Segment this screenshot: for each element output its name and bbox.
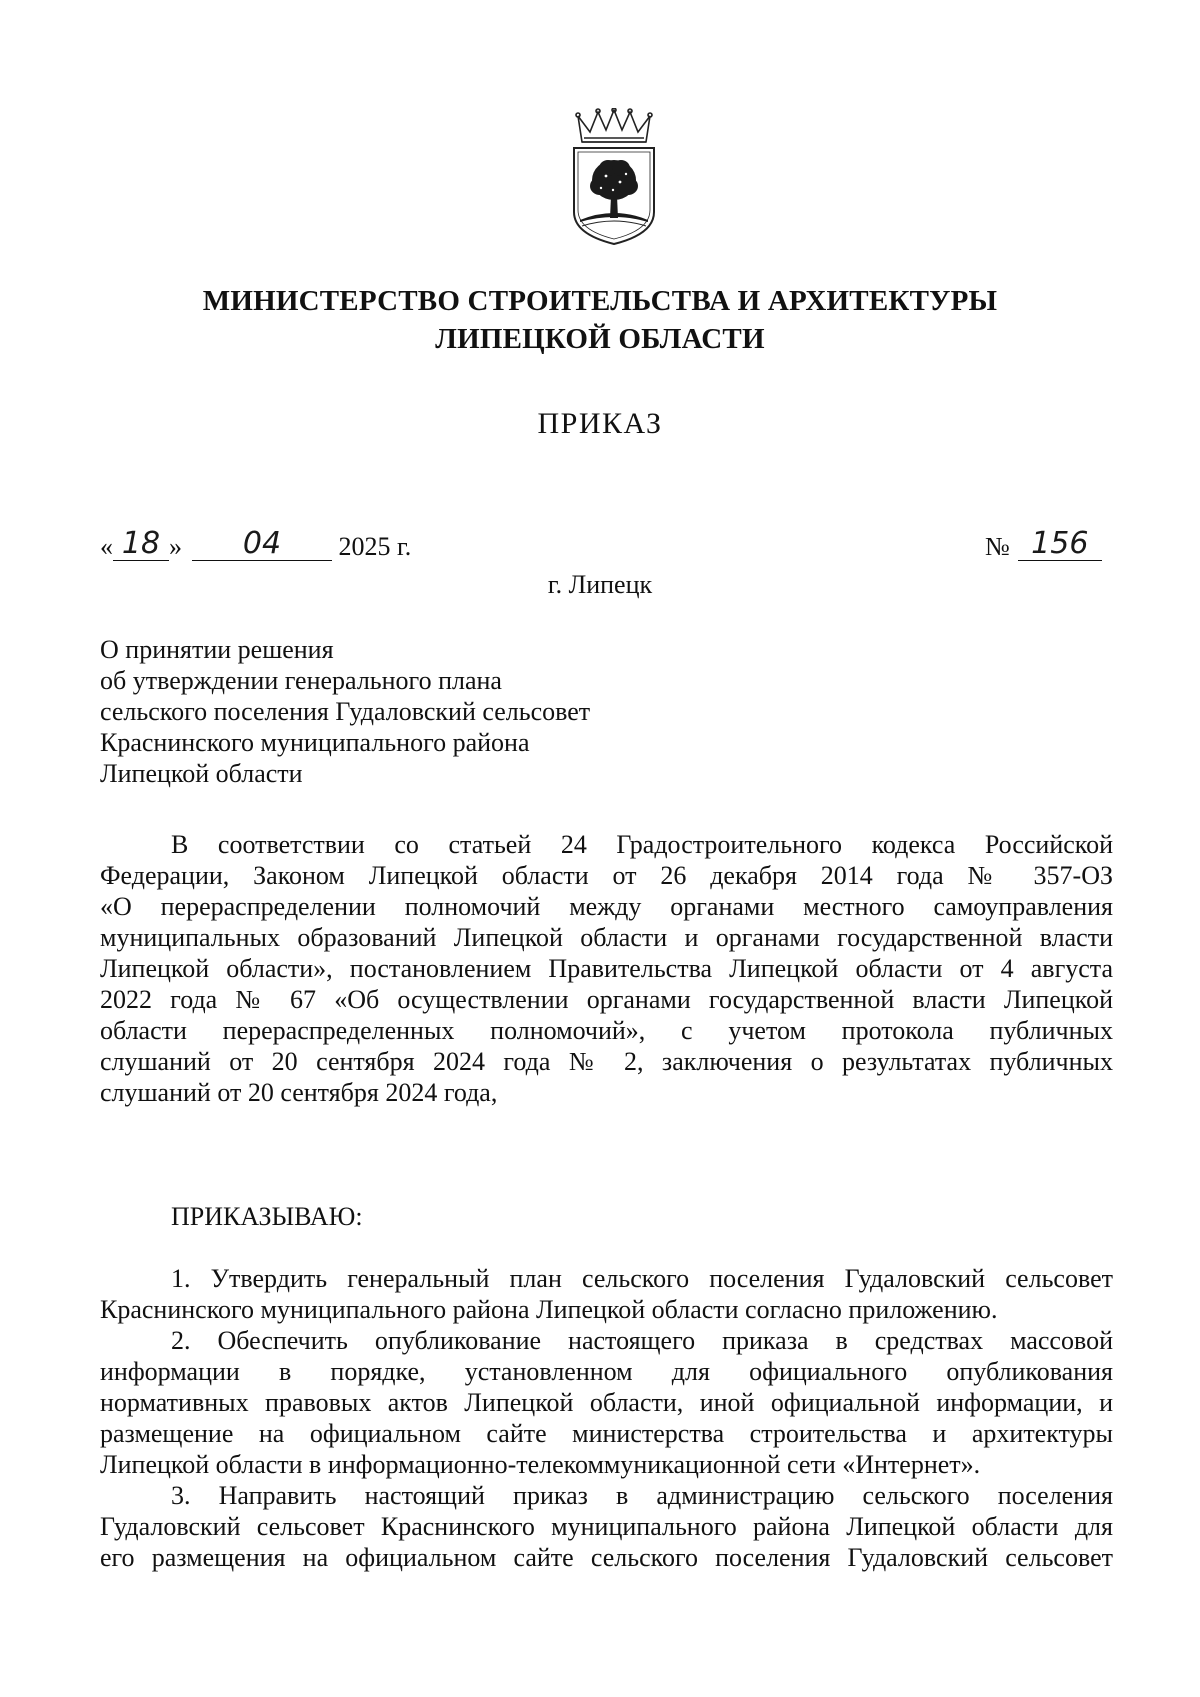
subject-line: об утверждении генерального плана	[100, 666, 502, 695]
preamble-line: В соответствии со статьей 24 Градостроительного кодекса Российской	[171, 830, 1113, 859]
subject-line: Краснинского муниципального района	[100, 728, 530, 757]
ministry-name	[100, 282, 1100, 358]
quote-close: »	[169, 532, 182, 561]
number-value: 156	[1031, 526, 1089, 561]
order-word: ПРИКАЗЫВАЮ:	[171, 1202, 363, 1231]
subject-line: О принятии решения	[100, 635, 334, 664]
item-line: информации в порядке, установленном для официального опубликования	[100, 1357, 1113, 1386]
date-year: 2025 г.	[338, 532, 412, 561]
preamble-line: Липецкой области», постановлением Правительства Липецкой области от 4 августа	[100, 954, 1113, 983]
document-type: ПРИКАЗ	[537, 407, 663, 440]
document-city: г. Липецк	[547, 570, 653, 599]
item-line: 3. Направить настоящий приказ в администрацию сельского поселения	[171, 1481, 1113, 1510]
order-items	[100, 1263, 1113, 1573]
preamble-line: Федерации, Законом Липецкой области от 26 декабря 2014 года № 357-ОЗ	[100, 861, 1113, 890]
preamble-line: слушаний от 20 сентября 2024 года,	[100, 1078, 498, 1107]
date-day: 18	[121, 526, 161, 561]
item-line: размещение на официальном сайте министерства строительства и архитектуры	[100, 1419, 1113, 1448]
date-month: 04	[242, 526, 282, 561]
item-line: 1. Утвердить генеральный план сельского поселения Гудаловский сельсовет	[171, 1264, 1113, 1293]
preamble-line: слушаний от 20 сентября 2024 года № 2, заключения о результатах публичных	[100, 1047, 1113, 1076]
subject-line: Липецкой области	[100, 759, 303, 788]
preamble-line: области перераспределенных полномочий», с учетом протокола публичных	[100, 1016, 1113, 1045]
item-line: 2. Обеспечить опубликование настоящего приказа в средствах массовой	[171, 1326, 1113, 1355]
order-item-1	[100, 1263, 1113, 1325]
preamble-paragraph	[100, 829, 1113, 1108]
document-number	[985, 526, 1102, 564]
item-line: Липецкой области в информационно-телекоммуникационной сети «Интернет».	[100, 1450, 981, 1479]
order-item-3	[100, 1480, 1113, 1573]
item-line: нормативных правовых актов Липецкой области, иной официальной информации, и	[100, 1388, 1113, 1417]
item-line: Гудаловский сельсовет Краснинского муниципального района Липецкой области для	[100, 1512, 1113, 1541]
preamble-line: «О перераспределении полномочий между органами местного самоуправления	[100, 892, 1113, 921]
document-date	[100, 526, 412, 564]
coat-of-arms-icon	[568, 108, 660, 246]
quote-open: «	[100, 532, 113, 561]
subject-line: сельского поселения Гудаловский сельсовет	[100, 697, 591, 726]
item-line: Краснинского муниципального района Липецкой области согласно приложению.	[100, 1295, 998, 1324]
date-month-field	[192, 526, 332, 561]
preamble-line: 2022 года № 67 «Об осуществлении органами государственной власти Липецкой	[100, 985, 1113, 1014]
date-day-field	[113, 526, 169, 561]
number-sign: №	[985, 532, 1010, 561]
number-field	[1018, 526, 1102, 561]
document-subject	[100, 634, 590, 789]
order-item-2	[100, 1325, 1113, 1480]
ministry-name-line-2: ЛИПЕЦКОЙ ОБЛАСТИ	[435, 323, 765, 355]
ministry-name-line-1: МИНИСТЕРСТВО СТРОИТЕЛЬСТВА И АРХИТЕКТУРЫ	[202, 285, 998, 317]
preamble-line: муниципальных образований Липецкой области и органами государственной власти	[100, 923, 1113, 952]
item-line: его размещения на официальном сайте сельского поселения Гудаловский сельсовет	[100, 1543, 1113, 1572]
